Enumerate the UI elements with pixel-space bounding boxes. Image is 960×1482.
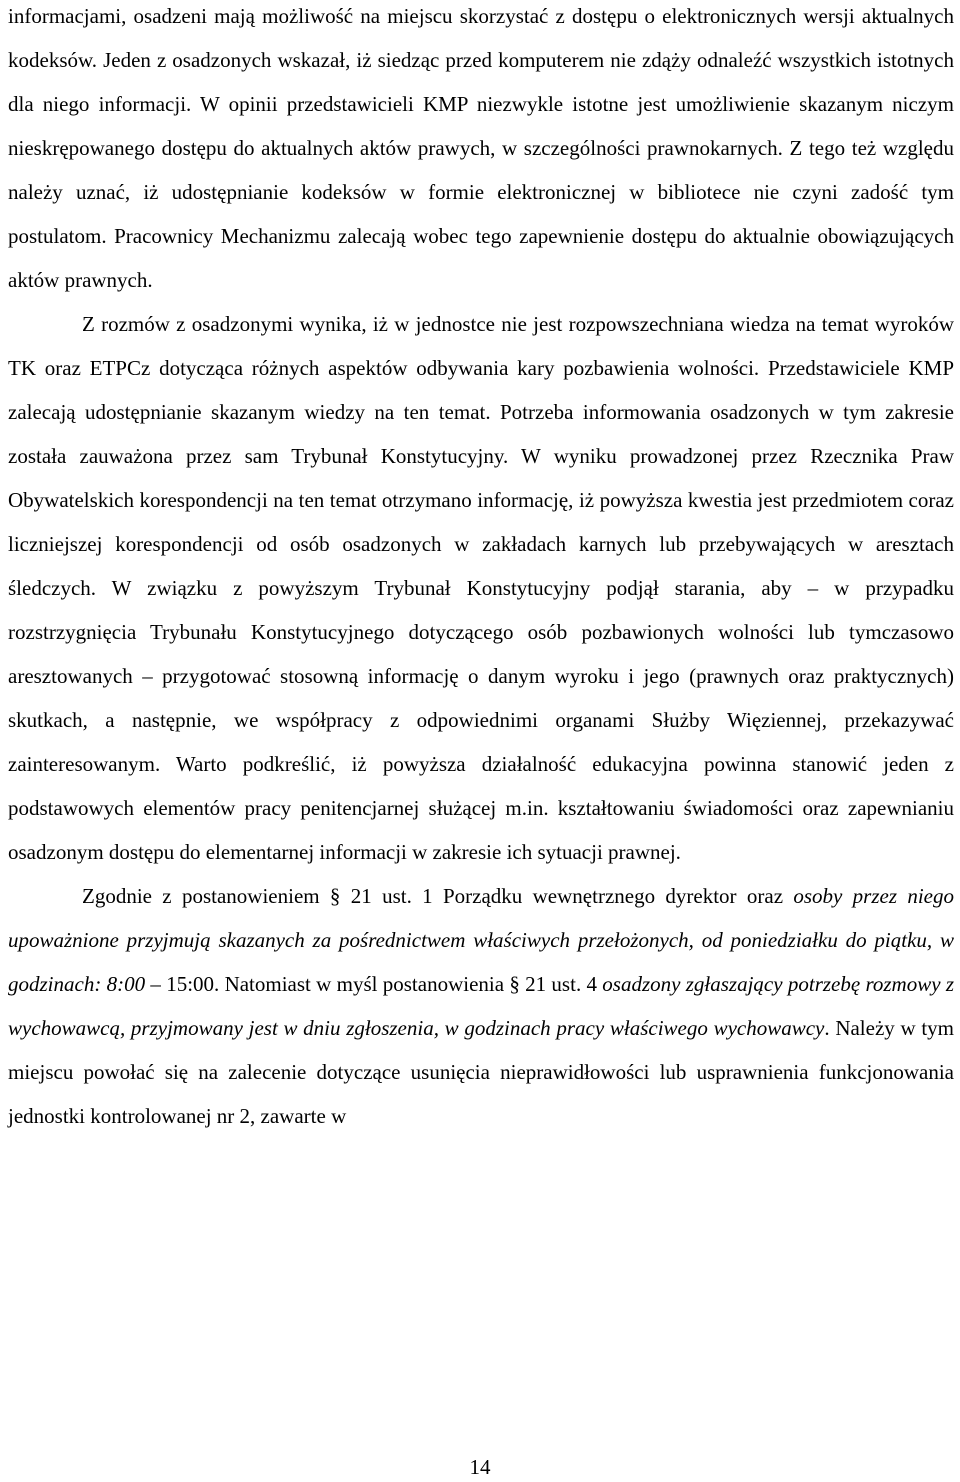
- body-text: [8, 0, 954, 1138]
- paragraph-legal-access: informacjami, osadzeni mają możliwość na miejscu skorzystać z dostępu o elektronicznych wersji aktualnych kodeksów. Jeden z osadzonych wskazał, iż siedząc przed komputerem nie zdąży odnaleźć wszystkich istotnych dla niego informacji. W opinii przedstawicieli KMP niezwykle istotne jest umożliwienie skazanym niczym nieskrępowanego dostępu do aktualnych aktów prawych, w szczególności prawnokarnych. Z tego też względu należy uznać, iż udostępnianie kodeksów w formie elektronicznej w bibliotece nie czyni zadość tym postulatom. Pracownicy Mechanizmu zalecają wobec tego zapewnienie dostępu do aktualnie obowiązujących aktów prawnych.: [8, 4, 954, 292]
- paragraph-text-segment: . Należy w tym miejscu powołać się na zalecenie dotyczące usunięcia nieprawidłowości lub usprawnienia funkcjonowania jednostki kontrolowanej nr 2, zawarte w: [8, 1016, 955, 1128]
- paragraph-tk-judgments: Z rozmów z osadzonymi wynika, iż w jednostce nie jest rozpowszechniana wiedza na temat wyroków TK oraz ETPCz dotycząca różnych aspektów odbywania kary pozbawienia wolności. Przedstawiciele KMP zalecają udostępnianie skazanym wiedzy na ten temat. Potrzeba informowania osadzonych w tym zakresie została zauważona przez sam Trybunał Konstytucyjny. W wyniku prowadzonej przez Rzecznika Praw Obywatelskich korespondencji na ten temat otrzymano informację, iż powyższa kwestia jest przedmiotem coraz liczniejszej korespondencji od osób osadzonych w zakładach karnych lub przebywających w aresztach śledczych. W związku z powyższym Trybunał Konstytucyjny podjął starania, aby – w przypadku rozstrzygnięcia Trybunału Konstytucyjnego dotyczącego osób pozbawionych wolności lub tymczasowo aresztowanych – przygotować stosowną informację o danym wyroku i jego (prawnych oraz praktycznych) skutkach, a następnie, we współpracy z odpowiednimi organami Służby Więziennej, przekazywać zainteresowanym. Warto podkreślić, iż powyższa działalność edukacyjna powinna stanowić jeden z podstawowych elementów pracy penitencjarnej służącej m.in. kształtowaniu świadomości oraz zapewnianiu osadzonym dostępu do elementarnej informacji w zakresie ich sytuacji prawnej.: [8, 312, 954, 864]
- quoted-regulation-italic: osadzony zgłaszający potrzebę rozmowy z wychowawcą, przyjmowany jest w dniu zgłoszenia, w godzinach pracy właściwego wychowawcy: [8, 972, 954, 1040]
- paragraph-text-segment: – 15:00. Natomiast w myśl postanowienia § 21 ust. 4: [145, 972, 603, 996]
- page-number: 14: [469, 1455, 491, 1479]
- paragraph-director-audience: [8, 874, 954, 1138]
- quoted-regulation-italic: osoby przez niego upoważnione przyjmują skazanych za pośrednictwem właściwych przełożonych, od poniedziałku do piątku, w godzinach: 8:00: [8, 884, 954, 996]
- paragraph-text-segment: Zgodnie z postanowieniem § 21 ust. 1 Porządku wewnętrznego dyrektor oraz: [82, 884, 794, 908]
